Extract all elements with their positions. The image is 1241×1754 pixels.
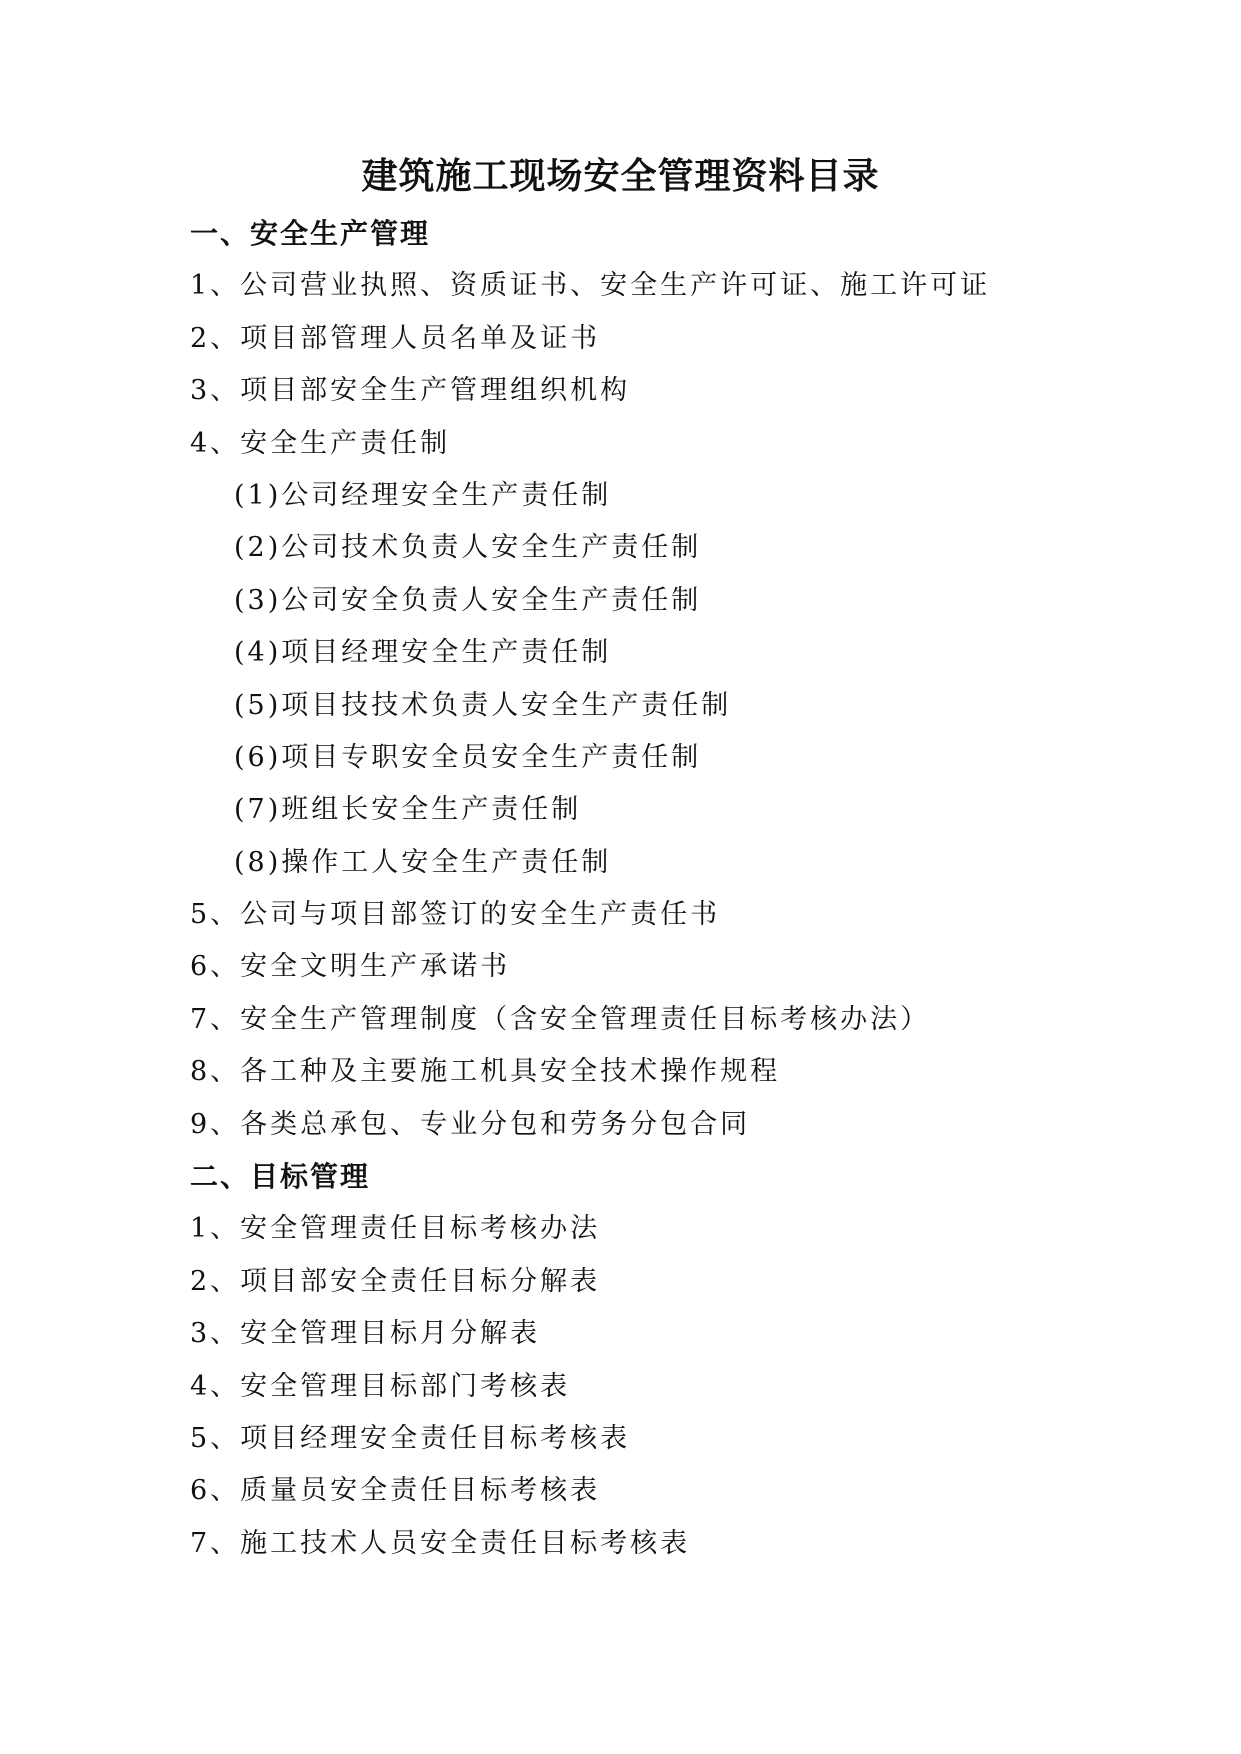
list-item: 1、公司营业执照、资质证书、安全生产许可证、施工许可证 [190,270,991,302]
list-item: 7、施工技术人员安全责任目标考核表 [190,1527,691,1559]
section-heading-safety-production: 一、安全生产管理 [190,217,431,250]
list-item: 9、各类总承包、专业分包和劳务分包合同 [190,1108,751,1140]
sub-list-item: (2)公司技术负责人安全生产责任制 [234,532,702,564]
list-item: 8、各工种及主要施工机具安全技术操作规程 [190,1056,781,1088]
sub-list-item: (4)项目经理安全生产责任制 [234,637,612,669]
sub-list-item: (8)操作工人安全生产责任制 [234,846,612,878]
list-item: 3、安全管理目标月分解表 [190,1318,541,1350]
sub-list-item: (5)项目技技术负责人安全生产责任制 [234,689,732,721]
sub-list-item: (3)公司安全负责人安全生产责任制 [234,584,702,616]
list-item: 1、安全管理责任目标考核办法 [190,1213,601,1245]
sub-list-item: (7)班组长安全生产责任制 [234,794,582,826]
list-item: 4、安全管理目标部门考核表 [190,1370,571,1402]
list-item: 5、公司与项目部签订的安全生产责任书 [190,899,721,931]
table-of-contents [190,208,1190,1570]
list-item: 4、安全生产责任制 [190,427,451,459]
section-heading-target-management: 二、目标管理 [190,1160,371,1194]
list-item: 2、项目部管理人员名单及证书 [190,322,601,354]
list-item: 6、安全文明生产承诺书 [190,951,511,983]
list-item: 7、安全生产管理制度（含安全管理责任目标考核办法） [190,1003,931,1035]
sub-list-item: (1)公司经理安全生产责任制 [234,479,612,511]
list-item: 5、项目经理安全责任目标考核表 [190,1422,631,1454]
list-item: 6、质量员安全责任目标考核表 [190,1475,601,1507]
list-item: 3、项目部安全生产管理组织机构 [190,375,631,407]
sub-list-item: (6)项目专职安全员安全生产责任制 [234,741,702,773]
list-item: 2、项目部安全责任目标分解表 [190,1265,601,1297]
document-title: 建筑施工现场安全管理资料目录 [361,155,880,197]
